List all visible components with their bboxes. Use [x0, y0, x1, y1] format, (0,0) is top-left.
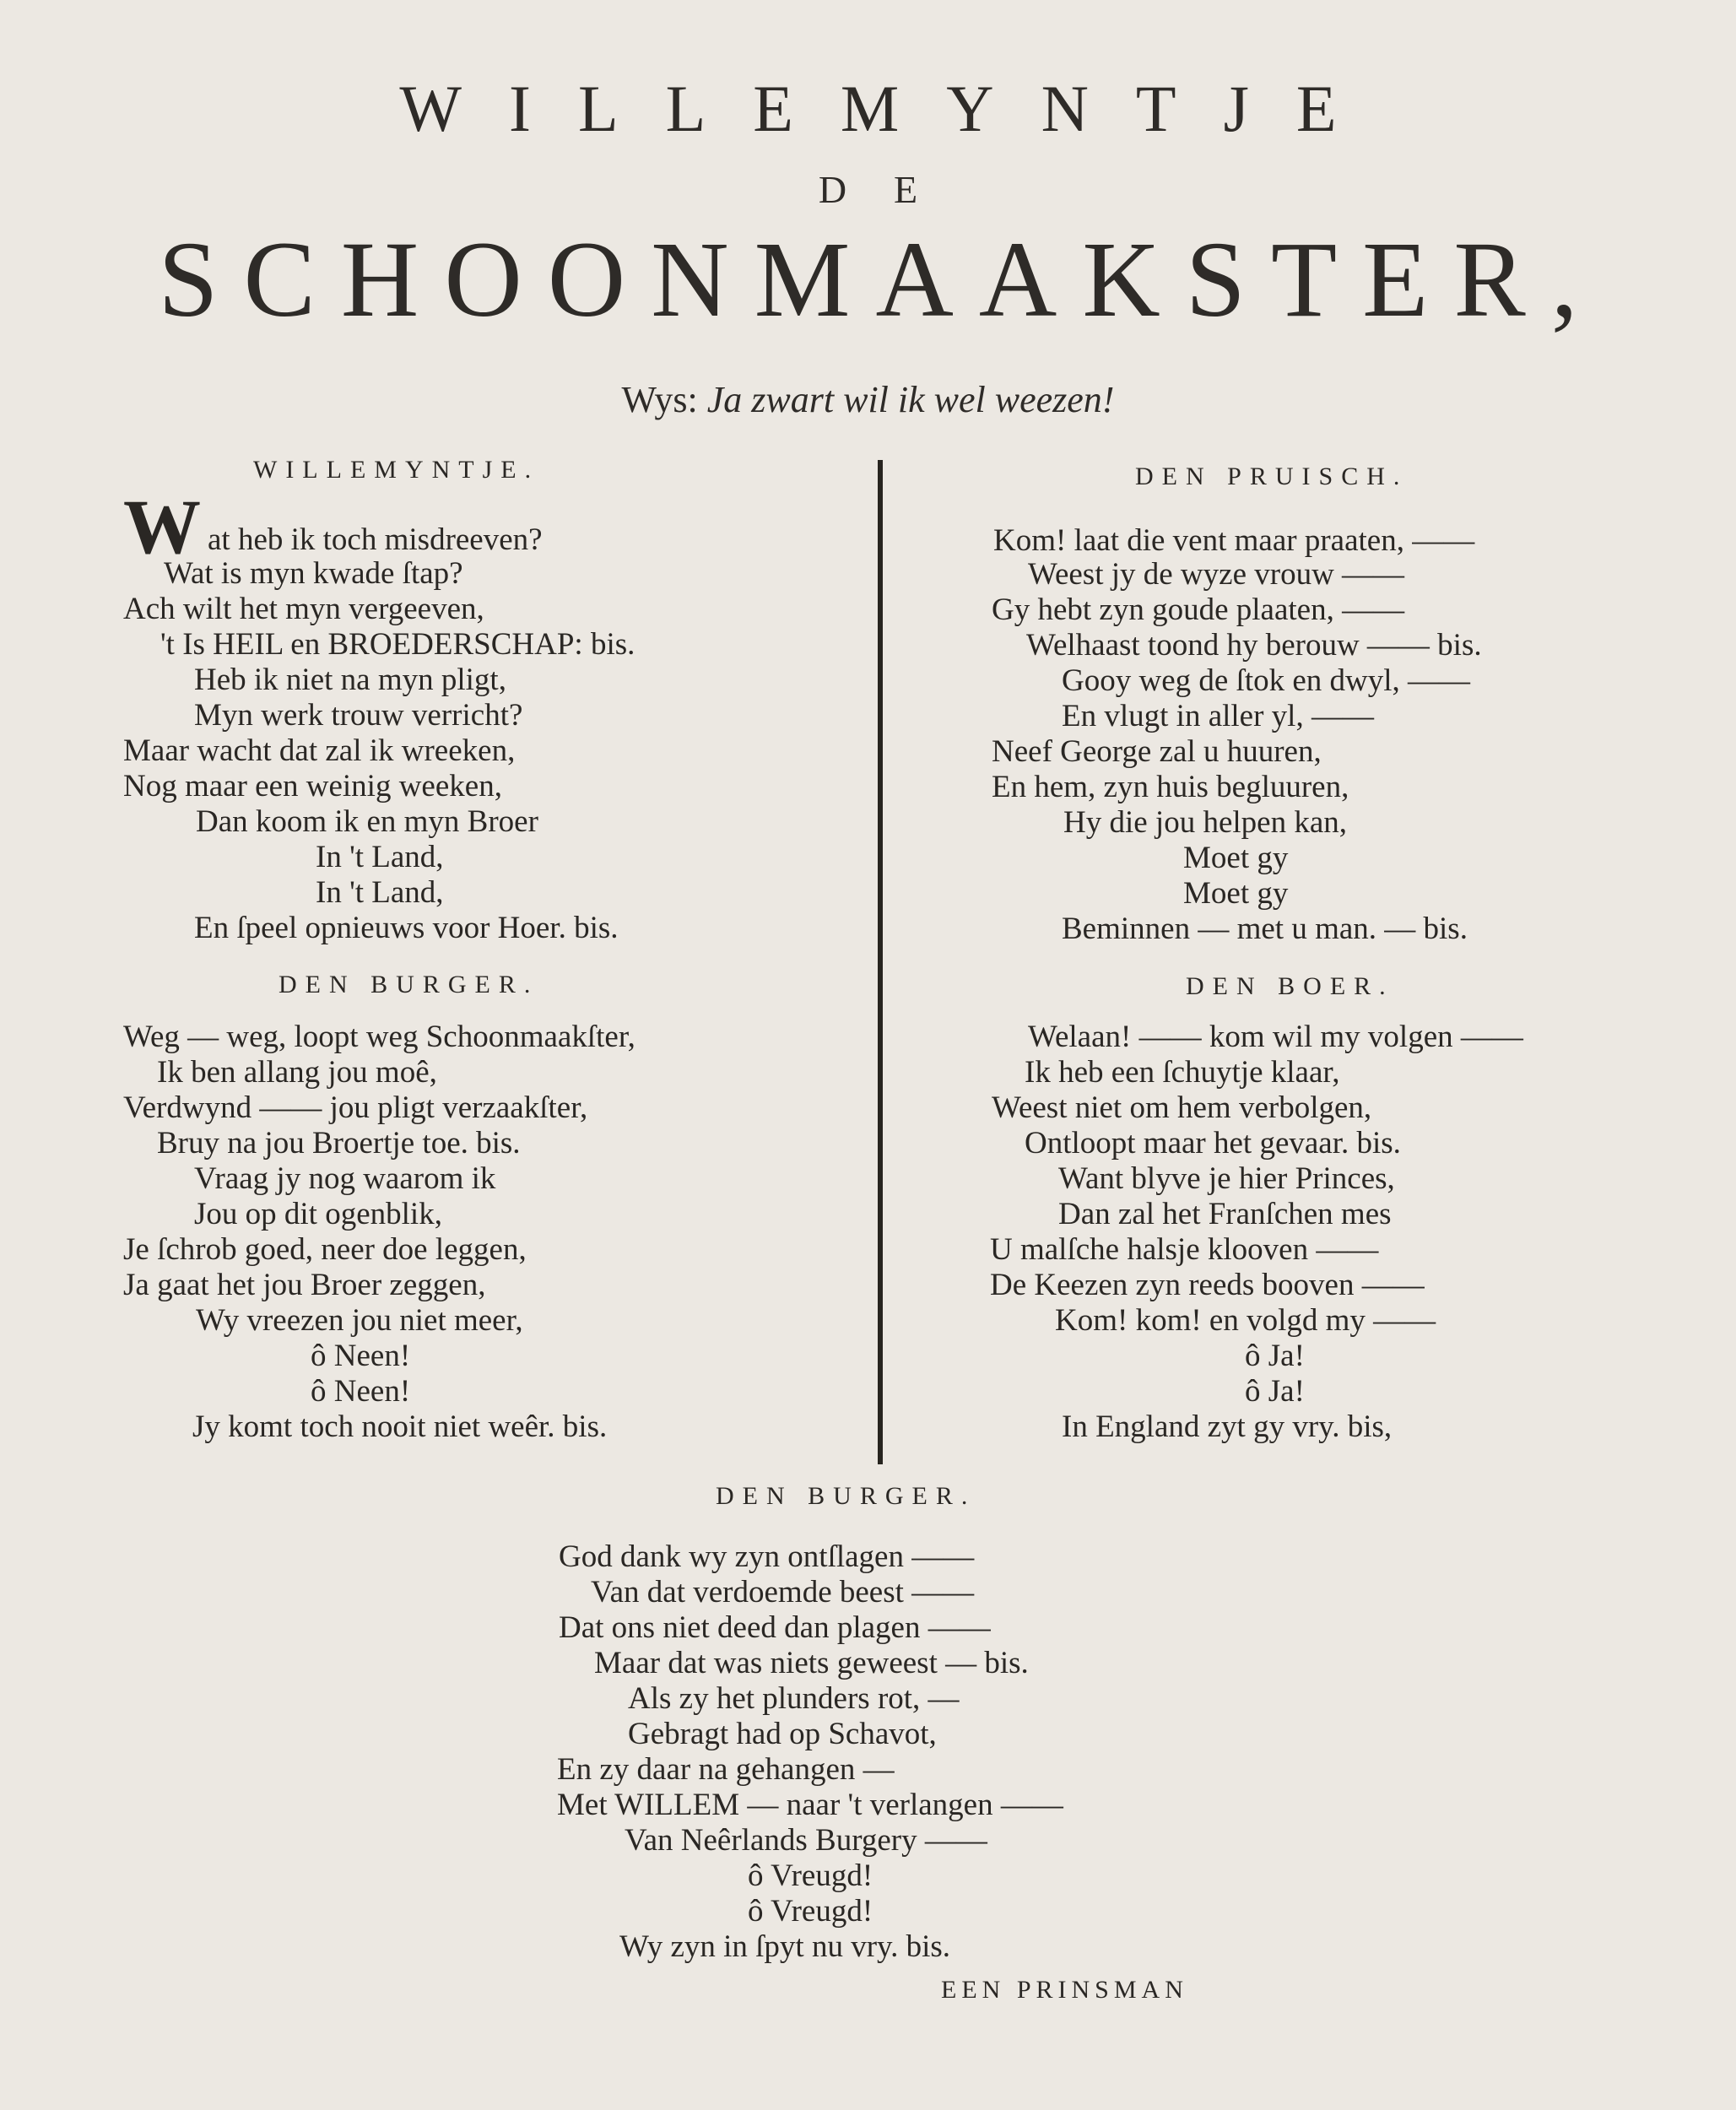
verse-line: Wy zyn in ſpyt nu vry. bis.: [619, 1929, 951, 1964]
verse-line: Je ſchrob goed, neer doe leggen,: [123, 1232, 527, 1267]
verse-line: Gy hebt zyn goude plaaten, ——: [992, 592, 1405, 627]
stanza-heading: DEN BOER.: [1186, 972, 1394, 1000]
tune-name: Ja zwart wil ik wel weezen!: [706, 379, 1115, 420]
verse-line: Als zy het plunders rot, —: [628, 1681, 960, 1716]
signature: EEN PRINSMAN: [941, 1976, 1188, 2004]
verse-line: Moet gy: [1183, 876, 1289, 911]
stanza-heading: DEN BURGER.: [716, 1482, 976, 1510]
verse-line: U malſche halsje klooven ——: [990, 1232, 1379, 1267]
drop-cap: W: [123, 484, 201, 570]
title-line-2: DE: [818, 168, 965, 211]
verse-line: En zy daar na gehangen —: [557, 1752, 895, 1787]
verse-line: De Keezen zyn reeds booven ——: [990, 1268, 1425, 1302]
verse-line: Bruy na jou Broertje toe. bis.: [157, 1126, 521, 1160]
verse-line: ô Ja!: [1245, 1339, 1305, 1373]
title-line-1: WILLEMYNTJE: [399, 72, 1384, 145]
verse-line: Met WILLEM — naar 't verlangen ——: [557, 1788, 1063, 1822]
stanza-heading: DEN PRUISCH.: [1135, 463, 1409, 490]
verse-line: God dank wy zyn ontſlagen ——: [559, 1539, 975, 1574]
verse-line: ô Ja!: [1245, 1374, 1305, 1409]
verse-line: Gebragt had op Schavot,: [628, 1717, 937, 1751]
verse-line: Jou op dit ogenblik,: [194, 1197, 442, 1231]
stanza-heading: DEN BURGER.: [279, 971, 539, 998]
verse-line: Jy komt toch nooit niet weêr. bis.: [192, 1409, 608, 1444]
verse-line: Neef George zal u huuren,: [992, 734, 1322, 769]
verse-line: Vraag jy nog waarom ik: [194, 1161, 496, 1196]
verse-line: Maar wacht dat zal ik wreeken,: [123, 733, 516, 768]
tune-prefix: Wys:: [621, 379, 698, 420]
verse-line: Ik heb een ſchuytje klaar,: [1025, 1055, 1340, 1090]
verse-line: Verdwynd —— jou pligt verzaakſter,: [123, 1090, 588, 1125]
verse-line: Maar dat was niets geweest — bis.: [594, 1646, 1029, 1680]
verse-line: Welaan! —— kom wil my volgen ——: [1028, 1020, 1523, 1054]
verse-line: ô Neen!: [311, 1374, 411, 1409]
tune-line: [0, 378, 1736, 421]
column-divider: [878, 460, 883, 1464]
verse-line: Moet gy: [1183, 841, 1289, 875]
verse-line: Hy die jou helpen kan,: [1063, 805, 1347, 840]
verse-line: In 't Land,: [316, 840, 444, 874]
verse-line: Kom! kom! en volgd my ——: [1055, 1303, 1436, 1338]
verse-line: Myn werk trouw verricht?: [194, 698, 523, 733]
verse-line: Ik ben allang jou moê,: [157, 1055, 437, 1090]
verse-line: En ſpeel opnieuws voor Hoer. bis.: [194, 911, 619, 945]
verse-line: 't Is HEIL en BROEDERSCHAP: bis.: [160, 627, 635, 662]
verse-line: Nog maar een weinig weeken,: [123, 769, 502, 803]
verse-line: ô Neen!: [311, 1339, 411, 1373]
verse-line: Dan zal het Franſchen mes: [1058, 1197, 1392, 1231]
verse-line: Ontloopt maar het gevaar. bis.: [1025, 1126, 1401, 1160]
verse-line: In 't Land,: [316, 875, 444, 910]
stanza-heading: WILLEMYNTJE.: [253, 456, 540, 484]
verse-line: Beminnen — met u man. — bis.: [1062, 912, 1468, 946]
verse-line: at heb ik toch misdreeven?: [208, 522, 543, 557]
verse-line: Van Neêrlands Burgery ——: [625, 1823, 987, 1858]
verse-line: En hem, zyn huis begluuren,: [992, 770, 1349, 804]
verse-line: Wy vreezen jou niet meer,: [196, 1303, 523, 1338]
verse-line: Weest niet om hem verbolgen,: [992, 1090, 1372, 1125]
verse-line: Weest jy de wyze vrouw ——: [1028, 557, 1405, 592]
verse-line: Dan koom ik en myn Broer: [196, 804, 538, 839]
verse-line: En vlugt in aller yl, ——: [1062, 699, 1374, 733]
verse-line: In England zyt gy vry. bis,: [1062, 1409, 1393, 1444]
verse-line: ô Vreugd!: [748, 1894, 873, 1929]
verse-line: Ach wilt het myn vergeeven,: [123, 592, 484, 626]
verse-line: Ja gaat het jou Broer zeggen,: [123, 1268, 486, 1302]
verse-line: Dat ons niet deed dan plagen ——: [559, 1610, 991, 1645]
title-line-3: SCHOONMAAKSTER,: [158, 219, 1604, 339]
verse-line: ô Vreugd!: [748, 1858, 873, 1893]
verse-line: Kom! laat die vent maar praaten, ——: [993, 523, 1475, 558]
verse-line: Want blyve je hier Princes,: [1058, 1161, 1395, 1196]
verse-line: Van dat verdoemde beest ——: [591, 1575, 975, 1610]
verse-line: Gooy weg de ſtok en dwyl, ——: [1062, 663, 1471, 698]
verse-line: Wat is myn kwade ſtap?: [164, 556, 463, 591]
verse-line: Welhaast toond hy berouw —— bis.: [1026, 628, 1482, 663]
verse-line: Weg — weg, loopt weg Schoonmaakſter,: [123, 1020, 635, 1054]
verse-line: Heb ik niet na myn pligt,: [194, 663, 506, 697]
